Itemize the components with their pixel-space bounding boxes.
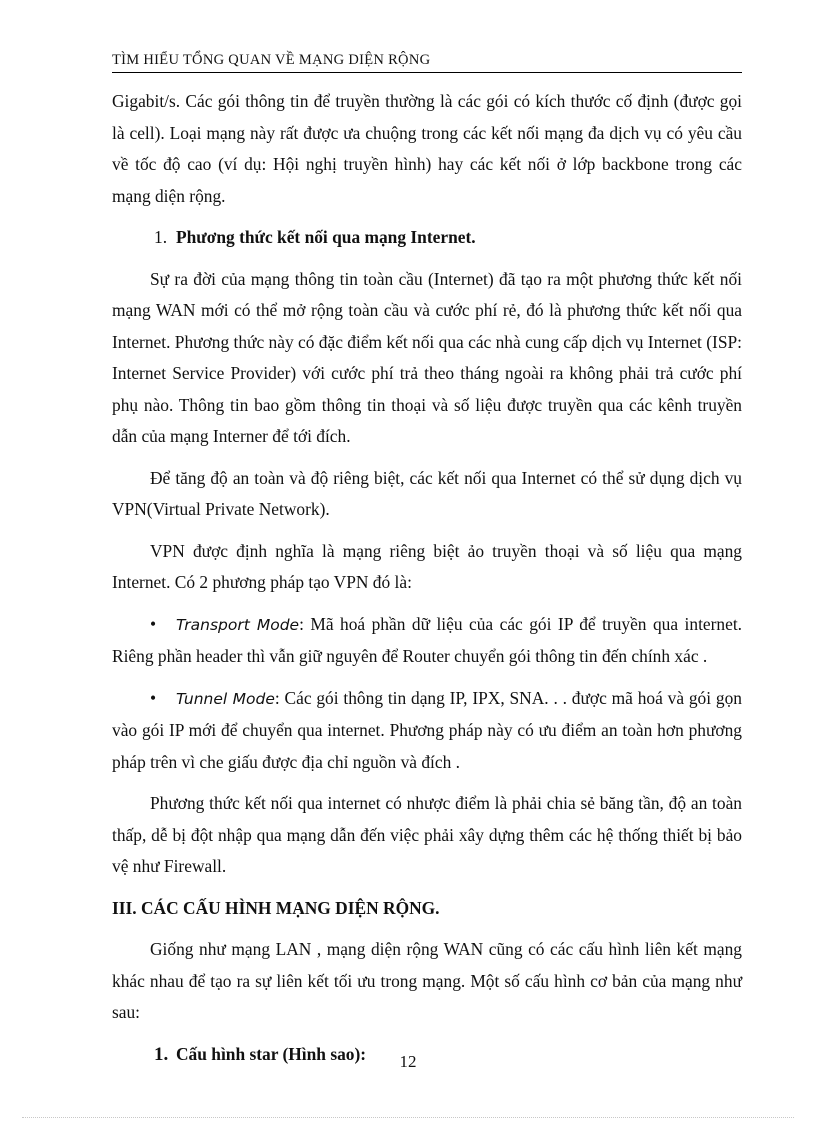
page-number: 12	[399, 1052, 417, 1071]
subheading-internet-connection	[112, 222, 742, 254]
bullet-transport-mode	[112, 609, 742, 673]
page-body	[112, 86, 742, 1070]
subheading-text: Phương thức kết nối qua mạng Internet.	[176, 227, 476, 247]
paragraph-internet-drawbacks: Phương thức kết nối qua internet có nhược điểm là phải chia sẻ băng tần, độ an toàn thấp, dễ bị đột nhập qua mạng dẫn đến việc phải xây dựng thêm các hệ thống thiết bị bảo vệ như Firewall.	[112, 793, 742, 876]
subheading-number: 1.	[154, 227, 168, 247]
subheading-number: 1.	[154, 1043, 169, 1065]
paragraph-internet-intro: Sự ra đời của mạng thông tin toàn cầu (Internet) đã tạo ra một phương thức kết nối mạng WAN mới có thể mở rộng toàn cầu và cước phí rẻ, đó là phương thức kết nối qua Internet. Phương thức này có đặc điểm kết nối qua các nhà cung cấp dịch vụ Internet (ISP: Internet Service Provider) với cước phí trả theo tháng ngoài ra không phải trả cước phí phụ nào. Thông tin bao gồm thông tin thoại và số liệu được truyền qua các kênh truyền dẫn của mạng Interner để tới đích.	[112, 268, 742, 446]
page-bottom-border	[22, 1117, 794, 1118]
subheading-text: Cấu hình star (Hình sao):	[176, 1043, 367, 1064]
paragraph-wan-topologies: Giống như mạng LAN , mạng diện rộng WAN cũng có các cấu hình liên kết mạng khác nhau để tạo ra sự liên kết tối ưu trong mạng. Một số cấu hình cơ bản của mạng như sau:	[112, 939, 742, 1022]
paragraph-vpn-intro: Để tăng độ an toàn và độ riêng biệt, các kết nối qua Internet có thể sử dụng dịch vụ VPN(Virtual Private Network).	[112, 467, 742, 519]
bullet-text: : Các gói thông tin dạng IP, IPX, SNA. . . được mã hoá và gói gọn vào gói IP mới để chuyển qua internet. Phương pháp này có ưu điểm an toàn hơn phương pháp trên vì che giấu được địa chỉ nguồn và đích .	[112, 687, 742, 772]
header-rule	[112, 72, 742, 73]
section-heading-wan-topologies: III. CÁC CẤU HÌNH MẠNG DIỆN RỘNG.	[112, 897, 440, 918]
paragraph-vpn-definition: VPN được định nghĩa là mạng riêng biệt ảo truyền thoại và số liệu qua mạng Internet. Có 2 phương pháp tạo VPN đó là:	[112, 540, 742, 592]
bullet-text: : Mã hoá phần dữ liệu của các gói IP để truyền qua internet. Riêng phần header thì vẫn giữ nguyên để Router chuyển gói thông tin đến chính xác .	[112, 613, 743, 666]
paragraph-atm-continuation: Gigabit/s. Các gói thông tin để truyền thường là các gói có kích thước cố định (được gọi là cell). Loại mạng này rất được ưa chuộng trong các kết nối mạng đa dịch vụ có yêu cầu về tốc độ cao (ví dụ: Hội nghị truyền hình) hay các kết nối ở lớp backbone trong các mạng diện rộng.	[112, 91, 742, 206]
bullet-term: Transport Mode	[176, 615, 300, 634]
bullet-icon: •	[150, 613, 157, 634]
bullet-icon: •	[150, 687, 157, 708]
bullet-term: Tunnel Mode	[176, 689, 275, 708]
running-header: TÌM HIỂU TỔNG QUAN VỀ MẠNG DIỆN RỘNG	[112, 52, 431, 68]
bullet-tunnel-mode	[112, 683, 742, 779]
